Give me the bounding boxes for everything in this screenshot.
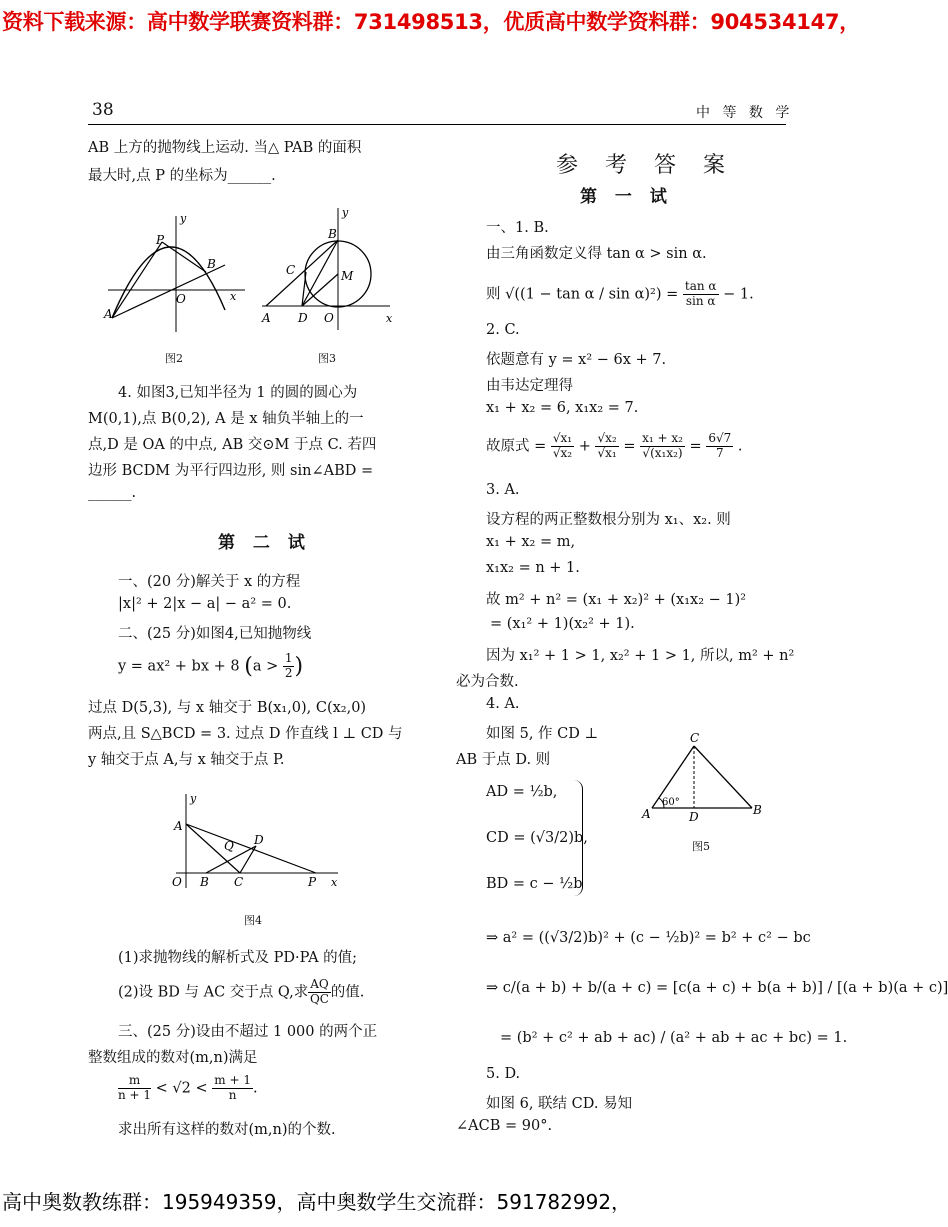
- fig3-label-y: y: [342, 206, 349, 219]
- p2-question-1: (1)求抛物线的解析式及 PD·PA 的值;: [118, 950, 358, 966]
- fig3-label-B: B: [328, 227, 337, 241]
- answer-2-line2: 由韦达定理得: [486, 378, 573, 394]
- p2-half-fraction: $\frac{1}{2}$: [284, 651, 293, 680]
- fig3-line-AB: [266, 240, 338, 306]
- answer-4-line5: = (b² + c² + ab + ac) / (a² + ab + ac + bc) = 1.: [500, 1030, 848, 1046]
- p3-text-line1: 三、(25 分)设由不超过 1 000 的两个正: [118, 1024, 378, 1040]
- fig5-label-angle: 60°: [662, 797, 680, 808]
- fig3-caption: 图3: [318, 352, 336, 365]
- answer-3-line5: = (x₁² + 1)(x₂² + 1).: [490, 616, 635, 632]
- fig5-side-CB: [694, 746, 752, 808]
- p3-text-line4: 求出所有这样的数对(m,n)的个数.: [118, 1122, 336, 1138]
- answer-2-line4: 故原式 = $\frac{\text{√x₁}}{\text{√x₂}}$ + $\frac{\text{√x₂}}{\text{√x₁}}$ = $\frac{\text{x₁ + x₂}}{\text{√(x₁x₂)}}$ = $\frac{6√7}{7}$ .: [486, 431, 743, 460]
- fig4-label-B: B: [200, 875, 209, 889]
- q3-text-line2: 最大时,点 P 的坐标为______.: [88, 168, 276, 184]
- fig5-label-B: B: [753, 803, 762, 817]
- top-banner: 资料下载来源：高中数学联赛资料群：731498513，优质高中数学资料群：904534147，: [2, 10, 860, 34]
- answer-title: 参 考 答 案: [556, 153, 735, 178]
- answer-4-CD: CD = (√3/2)b,: [486, 830, 588, 846]
- second-test-title: 第 二 试: [218, 533, 311, 553]
- answer-1: 一、1. B.: [486, 220, 549, 236]
- answer-4-line3: ⇒ a² = ((√3/2)b)² + (c − ½b)² = b² + c² − bc: [486, 930, 811, 946]
- answer-2-line3: x₁ + x₂ = 6, x₁x₂ = 7.: [486, 400, 639, 416]
- bottom-banner: 高中奥数教练群：195949359，高中奥数学生交流群：591782992，: [2, 1190, 632, 1214]
- p1-equation: |x|² + 2|x − a| − a² = 0.: [118, 596, 292, 612]
- fig4-label-O: O: [172, 875, 182, 889]
- p2-eq-cond: a >: [252, 658, 279, 675]
- q4-text-line5: ______.: [88, 485, 137, 501]
- p2-parabola-equation: y = ax² + bx + 8 (a > $\frac{1}{2}$ ): [118, 651, 304, 680]
- fig2-label-O: O: [176, 292, 186, 306]
- q4-text-line4: 边形 BCDM 为平行四边形, 则 sin∠ABD =: [88, 463, 374, 479]
- q4-text-line2: M(0,1),点 B(0,2), A 是 x 轴负半轴上的一: [88, 411, 364, 427]
- fig3-label-C: C: [286, 263, 296, 277]
- p2-text-line4: 两点,且 S△BCD = 3. 过点 D 作直线 l ⊥ CD 与: [88, 726, 403, 742]
- answer-3: 3. A.: [486, 482, 520, 498]
- fig4-label-y: y: [190, 792, 197, 805]
- fig5-label-A: A: [642, 807, 651, 821]
- answer-4-brace: [574, 780, 583, 896]
- p3-inequality: $\frac{m}{n + 1}$ < √2 < $\frac{m + 1}{n}$ .: [118, 1073, 258, 1102]
- fig4-label-P: P: [308, 875, 317, 889]
- answer-3-line6: 因为 x₁² + 1 > 1, x₂² + 1 > 1, 所以, m² + n²: [486, 648, 795, 664]
- answer-3-line3: x₁x₂ = n + 1.: [486, 560, 580, 576]
- fig5-label-C: C: [690, 731, 700, 745]
- p3-fraction-1: $\frac{m}{n + 1}$: [118, 1073, 152, 1102]
- answer-4-line1: 如图 5, 作 CD ⊥: [486, 726, 599, 742]
- answer-2: 2. C.: [486, 322, 520, 338]
- fig4-label-C: C: [234, 875, 244, 889]
- p1-text-line1: 一、(20 分)解关于 x 的方程: [118, 574, 301, 590]
- fig2-caption: 图2: [165, 352, 183, 365]
- answer-3-line1: 设方程的两正整数根分别为 x₁、x₂. 则: [486, 512, 731, 528]
- p2-text-line3: 过点 D(5,3), 与 x 轴交于 B(x₁,0), C(x₂,0): [88, 700, 367, 716]
- fig2-label-B: B: [207, 257, 216, 271]
- figure-2: [100, 210, 250, 340]
- q4-text-line3: 点,D 是 OA 的中点, AB 交⊙M 于点 C. 若四: [88, 437, 377, 453]
- p2-text-line1: 二、(25 分)如图4,已知抛物线: [118, 626, 312, 642]
- answer-5-line2: ∠ACB = 90°.: [456, 1118, 553, 1134]
- answer-4-line4: ⇒ c/(a + b) + b/(a + c) = [c(a + c) + b(a + b)] / [(a + b)(a + c)]: [486, 980, 948, 996]
- fig5-caption: 图5: [692, 840, 710, 853]
- answer-3-line2: x₁ + x₂ = m,: [486, 534, 576, 550]
- answer-5: 5. D.: [486, 1066, 521, 1082]
- fig4-caption: 图4: [244, 914, 262, 927]
- figure-5: [640, 730, 770, 825]
- fig4-label-Q: Q: [224, 839, 234, 853]
- fig3-segment-DB: [302, 240, 338, 306]
- fig4-label-x: x: [331, 876, 338, 889]
- fig2-label-A: A: [104, 307, 113, 321]
- answer-4-AD: AD = ½b,: [486, 784, 558, 800]
- fig3-label-O: O: [324, 311, 334, 325]
- p2-text-line5: y 轴交于点 A,与 x 轴交于点 P.: [88, 752, 285, 768]
- journal-title: 中 等 数 学: [696, 105, 794, 121]
- fig3-label-M: M: [341, 269, 354, 283]
- p2-ratio-fraction: $\frac{AQ}{QC}$: [309, 977, 329, 1006]
- fig2-label-y: y: [180, 212, 187, 225]
- p3-text-line2: 整数组成的数对(m,n)满足: [88, 1050, 258, 1066]
- answer-3-line7: 必为合数.: [456, 674, 519, 690]
- q4-text-line1: 4. 如图3,已知半径为 1 的圆的圆心为: [118, 385, 358, 401]
- answer-1-rhs-fraction: $\frac{\text{tan α}}{\text{sin α}}$: [684, 279, 717, 308]
- answer-3-line4: 故 m² + n² = (x₁ + x₂)² + (x₁x₂ − 1)²: [486, 592, 747, 608]
- fig5-label-D: D: [689, 810, 699, 824]
- answer-1-sqrt-expr: √((1 − tan α / sin α)²): [505, 286, 662, 303]
- fig3-label-A: A: [262, 311, 271, 325]
- answer-4-line2: AB 于点 D. 则: [456, 752, 551, 768]
- answer-4: 4. A.: [486, 696, 520, 712]
- figure-3: [258, 202, 398, 337]
- fig4-label-D: D: [254, 833, 264, 847]
- p2-eq-left: y = ax² + bx + 8: [118, 658, 240, 675]
- fig2-segment-PB: [162, 242, 206, 272]
- header-rule: [88, 124, 786, 125]
- answer-1-line1: 由三角函数定义得 tan α > sin α.: [486, 246, 707, 262]
- page-number: 38: [92, 100, 114, 120]
- answer-1-line2: 则 √((1 − tan α / sin α)²) = $\frac{\text{tan α}}{\text{sin α}}$ − 1.: [486, 279, 754, 308]
- figure-4: [166, 788, 346, 898]
- fig2-label-x: x: [230, 290, 237, 303]
- fig3-label-D: D: [298, 311, 308, 325]
- answer-4-BD: BD = c − ½b: [486, 876, 583, 892]
- answer-2-line1: 依题意有 y = x² − 6x + 7.: [486, 352, 667, 368]
- q3-text-line1: AB 上方的抛物线上运动. 当△ PAB 的面积: [88, 140, 362, 156]
- first-test-title: 第 一 试: [580, 187, 673, 207]
- fig3-label-x: x: [386, 312, 393, 325]
- p3-fraction-2: $\frac{m + 1}{n}$: [214, 1073, 251, 1102]
- fig2-label-P: P: [156, 233, 165, 247]
- p2-question-2: (2)设 BD 与 AC 交于点 Q,求 $\frac{AQ}{QC}$ 的值.: [118, 977, 365, 1006]
- answer-5-line1: 如图 6, 联结 CD. 易知: [486, 1096, 633, 1112]
- fig4-label-A: A: [174, 819, 183, 833]
